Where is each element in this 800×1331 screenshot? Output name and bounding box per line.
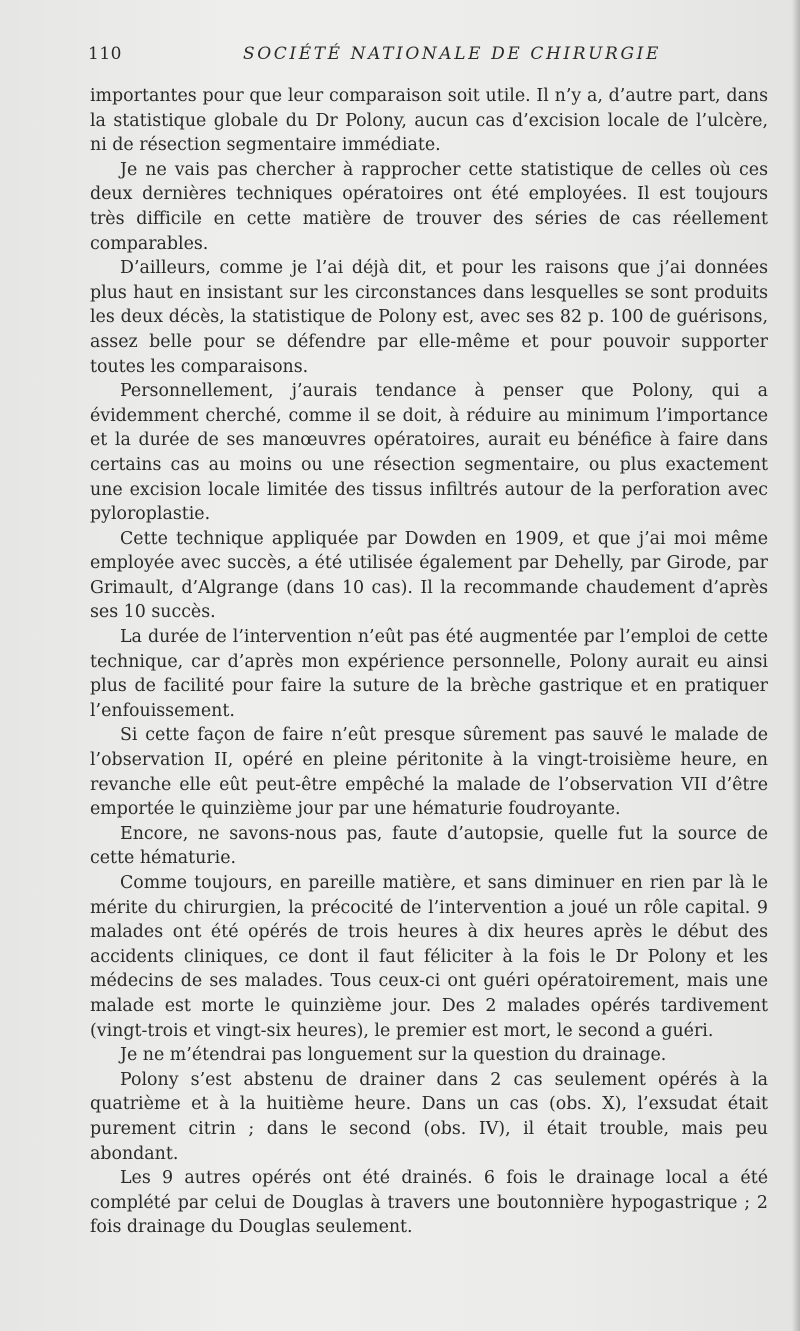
paragraph: D’ailleurs, comme je l’ai déjà dit, et pour les raisons que j’ai données plus haut en insistant sur les circonstances dans lesquelles se sont produits les deux décès, la statistique de Polony est, avec ses 82 p. 100 de guérisons, assez belle pour se défendre par elle-même et pour pouvoir supporter toutes les comparaisons.	[90, 258, 768, 377]
page-number: 110	[88, 44, 122, 64]
paragraph: Personnellement, j’aurais tendance à penser que Polony, qui a évidemment cherché, comme il se doit, à réduire au minimum l’importance et la durée de ses manœuvres opératoires, aurait eu bénéfice à faire dans certains cas au moins ou une résection segmentaire, ou plus exactement une excision locale limitée des tissus infiltrés autour de la perforation avec pyloroplastie.	[90, 381, 768, 525]
paragraph: Je ne m’étendrai pas longuement sur la question du drainage.	[120, 1045, 667, 1066]
paragraph: Cette technique appliquée par Dowden en 1909, et que j’ai moi même employée avec succès, a été utilisée également par Dehelly, par Girode, par Grimault, d’Algrange (dans 10 cas). Il la recommande chaudement d’après ses 10 succès.	[90, 528, 768, 623]
page-edge-shadow	[792, 0, 800, 1331]
body-text	[90, 84, 768, 1240]
paragraph: Encore, ne savons-nous pas, faute d’autopsie, quelle fut la source de cette hématurie.	[90, 823, 768, 869]
paragraph: Polony s’est abstenu de drainer dans 2 cas seulement opérés à la quatrième et à la huitième heure. Dans un cas (obs. X), l’exsudat était purement citrin ; dans le second (obs. IV), il était trouble, mais peu abondant.	[90, 1069, 768, 1164]
page-header	[88, 44, 768, 72]
paragraph: Comme toujours, en pareille matière, et sans diminuer en rien par là le mérite du chirurgien, la précocité de l’intervention a joué un rôle capital. 9 malades ont été opérés de trois heures à dix heures après le début des accidents cliniques, ce dont il faut féliciter à la fois le Dr Polony et les médecins de ses malades. Tous ceux-ci ont guéri opératoirement, mais une malade est morte le quinzième jour. Des 2 malades opérés tardivement (vingt-trois et vingt-six heures), le premier est mort, le second a guéri.	[90, 873, 768, 1041]
running-title: SOCIÉTÉ NATIONALE DE CHIRURGIE	[243, 44, 661, 64]
paragraph: Les 9 autres opérés ont été drainés. 6 fois le drainage local a été complété par celui de Douglas à travers une boutonnière hypogastrique ; 2 fois drainage du Douglas seulement.	[90, 1168, 768, 1238]
paragraph: Si cette façon de faire n’eût presque sûrement pas sauvé le malade de l’observation II, opéré en pleine péritonite à la vingt-troisième heure, en revanche elle eût peut-être empêché la malade de l’observation VII d’être emportée le quinzième jour par une hématurie foudroyante.	[90, 725, 768, 820]
paragraph: Je ne vais pas chercher à rapprocher cette statistique de celles où ces deux dernières techniques opératoires ont été employées. Il est toujours très difficile en cette matière de trouver des séries de cas réellement comparables.	[90, 159, 768, 254]
paragraph: La durée de l’intervention n’eût pas été augmentée par l’emploi de cette technique, car d’après mon expérience personnelle, Polony aurait eu ainsi plus de facilité pour faire la suture de la brèche gastrique et en pratiquer l’enfouissement.	[90, 627, 768, 721]
paragraph: importantes pour que leur comparaison soit utile. Il n’y a, d’autre part, dans la statistique globale du Dr Polony, aucun cas d’excision locale de l’ulcère, ni de résection segmentaire immédiate.	[90, 86, 768, 156]
